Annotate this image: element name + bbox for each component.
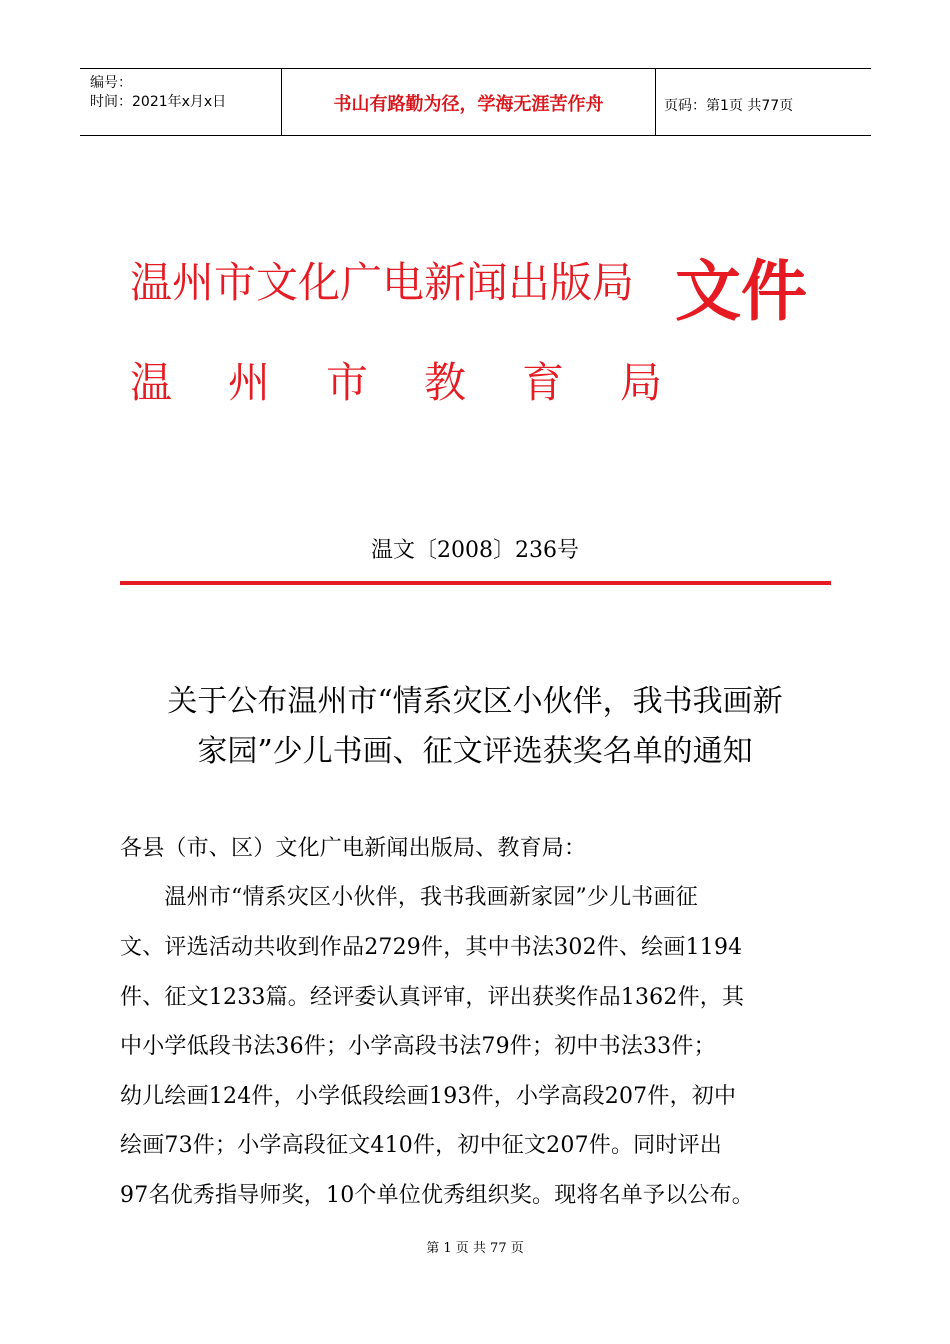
header-bottom-rule [80,135,871,136]
page-footer: 第 1 页 共 77 页 [426,1241,524,1256]
header-top-rule [80,68,871,69]
serial-label: 编号： [90,75,132,91]
red-divider [120,581,831,585]
document-number: 温文〔2008〕236号 [371,538,579,563]
title-line-1: 关于公布温州市“情系灾区小伙伴，我书我画新 [167,684,783,719]
body-line: 绘画73件；小学高段征文410件，初中征文207件。同时评出 [120,1133,722,1158]
body-line: 温州市“情系灾区小伙伴，我书我画新家园”少儿书画征 [120,885,698,910]
body-line: 件、征文1233篇。经评委认真评审，评出获奖作品1362件，其 [120,985,745,1010]
body-line: 幼儿绘画124件，小学低段绘画193件，小学高段207件，初中 [120,1084,737,1109]
page-info: 页码：第1页 共77页 [664,98,794,114]
masthead-big-word: 文件 [675,253,807,330]
masthead-char: 温 [130,358,173,407]
motto: 书山有路勤为径，学海无涯苦作舟 [333,94,604,115]
body-line: 中小学低段书法36件；小学高段书法79件；初中书法33件； [120,1034,716,1059]
body-line: 97名优秀指导师奖，10个单位优秀组织奖。现将名单予以公布。 [120,1183,754,1208]
masthead-char: 市 [326,358,369,407]
salutation: 各县（市、区）文化广电新闻出版局、教育局： [120,836,587,861]
title-line-2: 家园”少儿书画、征文评选获奖名单的通知 [197,734,753,769]
masthead-char: 教 [424,358,467,407]
masthead-char: 州 [228,358,271,407]
time-label: 时间：2021年x月x日 [90,94,227,110]
body-line: 文、评选活动共收到作品2729件，其中书法302件、绘画1194 [120,935,743,960]
masthead-char: 育 [522,358,565,407]
header-separator [655,68,656,136]
masthead-char: 局 [620,358,663,407]
masthead-line-1: 温州市文化广电新闻出版局 [130,258,635,307]
